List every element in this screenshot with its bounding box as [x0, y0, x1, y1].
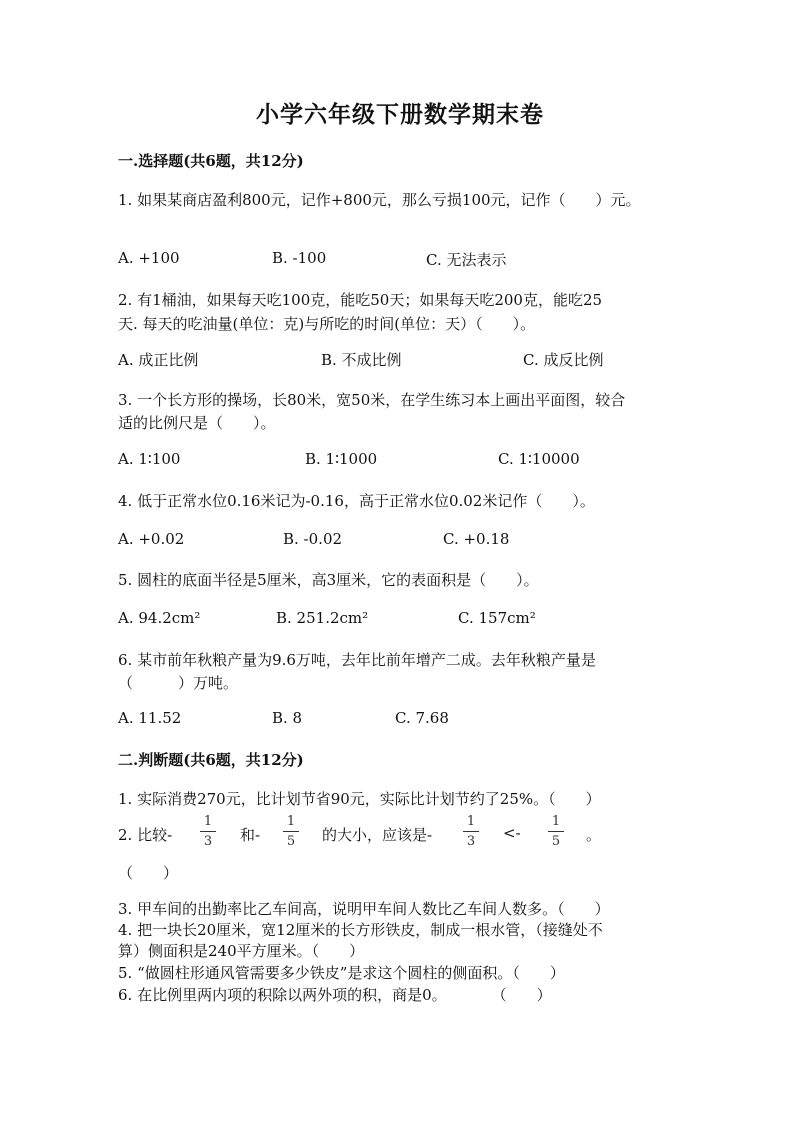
question-1-option-b: B. -100	[272, 249, 327, 267]
fraction-bar	[548, 831, 564, 832]
judgement-2-prefix: 2. 比较-	[118, 826, 173, 844]
question-6-line1: 6. 某市前年秋粮产量为9.6万吨，去年比前年增产二成。去年秋粮产量是	[118, 651, 596, 669]
question-2-option-a: A. 成正比例	[118, 351, 199, 369]
question-5-option-a: A. 94.2cm²	[118, 609, 201, 627]
question-4-option-a: A. +0.02	[118, 530, 185, 548]
fraction-one-fifth	[548, 814, 564, 849]
judgement-1-text: 1. 实际消费270元，比计划节省90元，实际比计划节约了25%。（ ）	[118, 790, 601, 808]
question-3-line1: 3. 一个长方形的操场，长80米，宽50米，在学生练习本上画出平面图，较合	[118, 391, 626, 409]
question-4-option-b: B. -0.02	[283, 530, 343, 548]
question-6-option-b: B. 8	[272, 709, 303, 727]
fraction-one-third	[200, 814, 216, 849]
judgement-2-blank: （ ）	[118, 864, 179, 882]
judgement-4-line2: 算）侧面积是240平方厘米。（ ）	[118, 942, 365, 960]
question-6-option-a: A. 11.52	[118, 709, 182, 727]
judgement-4-line1: 4. 把一块长20厘米，宽12厘米的长方形铁皮，制成一根水管，（接缝处不	[118, 921, 603, 939]
fraction-denominator: 3	[466, 834, 476, 849]
question-1-text: 1. 如果某商店盈利800元，记作+800元，那么亏损100元，记作（ ）元。	[118, 191, 641, 209]
fraction-numerator: 1	[551, 814, 561, 829]
fraction-one-third	[463, 814, 479, 849]
question-2-option-c: C. 成反比例	[523, 351, 604, 369]
fraction-numerator: 1	[203, 814, 213, 829]
question-3-option-c: C. 1∶10000	[498, 450, 580, 468]
question-3-line2: 适的比例尺是（ ）。	[118, 414, 276, 432]
fraction-denominator: 5	[286, 834, 296, 849]
question-5-text: 5. 圆柱的底面半径是5厘米，高3厘米，它的表面积是（ ）。	[118, 571, 539, 589]
fraction-bar	[283, 831, 299, 832]
question-5-option-b: B. 251.2cm²	[276, 609, 369, 627]
judgement-6-text: 6. 在比例里两内项的积除以两外项的积，商是0。 （ ）	[118, 986, 552, 1004]
question-1-option-a: A. +100	[118, 249, 180, 267]
fraction-bar	[200, 831, 216, 832]
question-4-text: 4. 低于正常水位0.16米记为-0.16，高于正常水位0.02米记作（ ）。	[118, 492, 595, 510]
question-4-option-c: C. +0.18	[443, 530, 510, 548]
question-2-line2: 天. 每天的吃油量(单位：克)与所吃的时间(单位：天）（ ）。	[118, 315, 536, 333]
question-2-option-b: B. 不成比例	[321, 351, 402, 369]
fraction-bar	[463, 831, 479, 832]
question-6-option-c: C. 7.68	[395, 709, 449, 727]
judgement-5-text: 5. “做圆柱形通风管需要多少铁皮”是求这个圆柱的侧面积。（ ）	[118, 964, 565, 982]
fraction-denominator: 5	[551, 834, 561, 849]
judgement-2-mid: 的大小，应该是-	[322, 826, 433, 844]
question-2-line1: 2. 有1桶油，如果每天吃100克，能吃50天；如果每天吃200克，能吃25	[118, 291, 603, 309]
judgement-2-less-than: <-	[503, 824, 521, 842]
judgement-2-end: 。	[586, 826, 602, 844]
section-heading-choice: 一.选择题(共6题，共12分)	[118, 152, 304, 170]
exam-title: 小学六年级下册数学期末卷	[256, 101, 544, 128]
question-5-option-c: C. 157cm²	[458, 609, 536, 627]
question-3-option-a: A. 1∶100	[118, 450, 181, 468]
question-3-option-b: B. 1∶1000	[305, 450, 378, 468]
fraction-numerator: 1	[466, 814, 476, 829]
fraction-one-fifth	[283, 814, 299, 849]
fraction-denominator: 3	[203, 834, 213, 849]
fraction-numerator: 1	[286, 814, 296, 829]
question-6-line2: （ ）万吨。	[118, 674, 239, 692]
judgement-3-text: 3. 甲车间的出勤率比乙车间高，说明甲车间人数比乙车间人数多。（ ）	[118, 900, 610, 918]
question-1-option-c: C. 无法表示	[426, 251, 507, 269]
judgement-2-and: 和-	[240, 826, 261, 844]
section-heading-judgement: 二.判断题(共6题，共12分)	[118, 751, 304, 769]
